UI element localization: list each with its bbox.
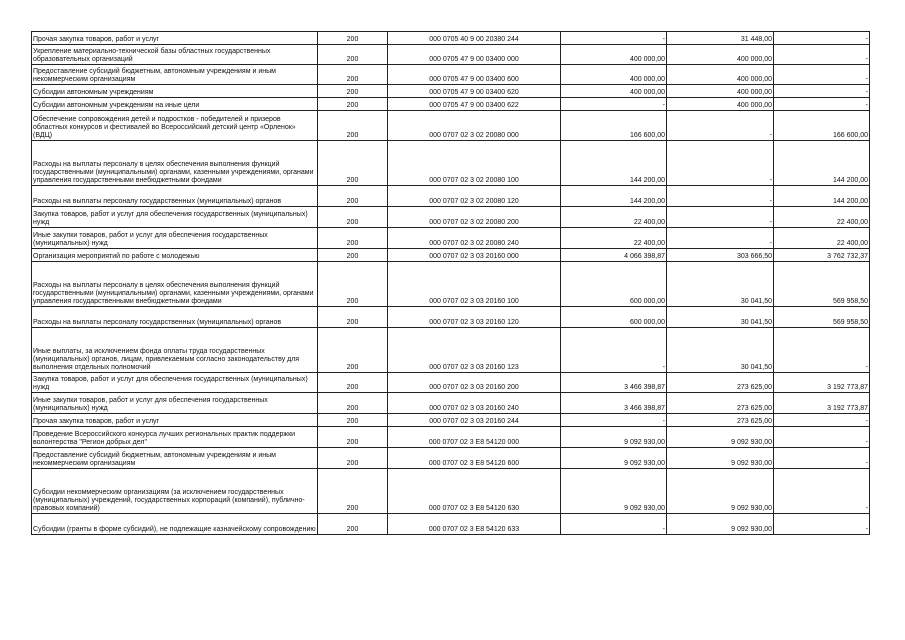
row-classification-code: 000 0707 02 3 02 20080 200 [388, 207, 561, 228]
row-code: 200 [318, 228, 388, 249]
row-code: 200 [318, 448, 388, 469]
row-executed-amount: 9 092 930,00 [667, 448, 774, 469]
row-executed-amount: 303 666,50 [667, 249, 774, 262]
row-code: 200 [318, 393, 388, 414]
row-approved-amount: - [561, 514, 667, 535]
table-row [32, 111, 870, 141]
row-unexecuted-amount: 3 762 732,37 [774, 249, 870, 262]
row-code: 200 [318, 307, 388, 328]
row-unexecuted-amount: 3 192 773,87 [774, 373, 870, 393]
row-classification-code: 000 0707 02 3 02 20080 120 [388, 186, 561, 207]
row-approved-amount: 9 092 930,00 [561, 427, 667, 448]
row-name: Субсидии некоммерческим организациям (за исключением государственных (муниципальных) учреждений, государственных корпораций (компаний), публично-правовых компаний) [32, 469, 318, 514]
row-name: Иные закупки товаров, работ и услуг для обеспечения государственных (муниципальных) нужд [32, 228, 318, 249]
row-name: Закупка товаров, работ и услуг для обеспечения государственных (муниципальных) нужд [32, 373, 318, 393]
row-approved-amount: 400 000,00 [561, 45, 667, 65]
row-approved-amount: 600 000,00 [561, 307, 667, 328]
row-executed-amount: 273 625,00 [667, 393, 774, 414]
row-classification-code: 000 0707 02 3 E8 54120 630 [388, 469, 561, 514]
row-code: 200 [318, 262, 388, 307]
table-row [32, 249, 870, 262]
row-classification-code: 000 0707 02 3 03 20160 240 [388, 393, 561, 414]
row-name: Иные закупки товаров, работ и услуг для обеспечения государственных (муниципальных) нужд [32, 393, 318, 414]
row-unexecuted-amount: 166 600,00 [774, 111, 870, 141]
table-row [32, 373, 870, 393]
row-executed-amount: 9 092 930,00 [667, 514, 774, 535]
row-approved-amount: 144 200,00 [561, 186, 667, 207]
row-name: Предоставление субсидий бюджетным, автономным учреждениям и иным некоммерческим организациям [32, 65, 318, 85]
row-name: Субсидии автономным учреждениям [32, 85, 318, 98]
row-name: Прочая закупка товаров, работ и услуг [32, 414, 318, 427]
row-executed-amount: 400 000,00 [667, 98, 774, 111]
row-unexecuted-amount: - [774, 427, 870, 448]
row-classification-code: 000 0707 02 3 E8 54120 600 [388, 448, 561, 469]
row-classification-code: 000 0705 40 9 00 20380 244 [388, 32, 561, 45]
table-row [32, 328, 870, 373]
row-unexecuted-amount: - [774, 85, 870, 98]
row-unexecuted-amount: - [774, 32, 870, 45]
row-executed-amount: - [667, 141, 774, 186]
table-row [32, 207, 870, 228]
row-code: 200 [318, 141, 388, 186]
row-name: Обеспечение сопровождения детей и подростков - победителей и призеров областных конкурсов и фестивалей во Всероссийский детский центр «Орленок» (ВДЦ) [32, 111, 318, 141]
row-approved-amount: 22 400,00 [561, 207, 667, 228]
row-name: Укрепление материально-технической базы областных государственных образовательных организаций [32, 45, 318, 65]
row-approved-amount: - [561, 328, 667, 373]
row-classification-code: 000 0707 02 3 03 20160 200 [388, 373, 561, 393]
row-unexecuted-amount: - [774, 414, 870, 427]
table-row [32, 448, 870, 469]
row-name: Субсидии автономным учреждениям на иные цели [32, 98, 318, 111]
row-approved-amount: 4 066 398,87 [561, 249, 667, 262]
table-row [32, 141, 870, 186]
row-executed-amount: 400 000,00 [667, 85, 774, 98]
row-unexecuted-amount: - [774, 45, 870, 65]
row-name: Проведение Всероссийского конкурса лучших региональных практик поддержки волонтерства "Регион добрых дел" [32, 427, 318, 448]
row-classification-code: 000 0707 02 3 E8 54120 633 [388, 514, 561, 535]
row-unexecuted-amount: 569 958,50 [774, 307, 870, 328]
table-row [32, 32, 870, 45]
row-code: 200 [318, 45, 388, 65]
row-code: 200 [318, 328, 388, 373]
row-name: Предоставление субсидий бюджетным, автономным учреждениям и иным некоммерческим организациям [32, 448, 318, 469]
table-row [32, 65, 870, 85]
row-executed-amount: 400 000,00 [667, 45, 774, 65]
row-classification-code: 000 0707 02 3 02 20080 240 [388, 228, 561, 249]
row-classification-code: 000 0705 47 9 00 03400 622 [388, 98, 561, 111]
row-name: Иные выплаты, за исключением фонда оплаты труда государственных (муниципальных) органов, лицам, привлекаемым согласно законодательству для выполнения отдельных полномочий [32, 328, 318, 373]
row-name: Прочая закупка товаров, работ и услуг [32, 32, 318, 45]
row-unexecuted-amount: 144 200,00 [774, 141, 870, 186]
row-approved-amount: 22 400,00 [561, 228, 667, 249]
row-executed-amount: - [667, 186, 774, 207]
row-classification-code: 000 0705 47 9 00 03400 000 [388, 45, 561, 65]
table-row [32, 98, 870, 111]
row-approved-amount: - [561, 98, 667, 111]
row-unexecuted-amount: 569 958,50 [774, 262, 870, 307]
row-classification-code: 000 0707 02 3 03 20160 244 [388, 414, 561, 427]
row-unexecuted-amount: 144 200,00 [774, 186, 870, 207]
row-approved-amount: 9 092 930,00 [561, 448, 667, 469]
row-name: Расходы на выплаты персоналу в целях обеспечения выполнения функций государственными (муниципальными) органами, казенными учреждениями, органами управления государственными внебюджетными фондами [32, 262, 318, 307]
table-row [32, 186, 870, 207]
table-row [32, 427, 870, 448]
table-row [32, 414, 870, 427]
row-approved-amount: 166 600,00 [561, 111, 667, 141]
row-code: 200 [318, 207, 388, 228]
table-row [32, 393, 870, 414]
row-name: Расходы на выплаты персоналу в целях обеспечения выполнения функций государственными (муниципальными) органами, казенными учреждениями, органами управления государственными внебюджетными фондами [32, 141, 318, 186]
row-executed-amount: 273 625,00 [667, 414, 774, 427]
row-approved-amount: - [561, 414, 667, 427]
row-executed-amount: 400 000,00 [667, 65, 774, 85]
table-row [32, 307, 870, 328]
row-code: 200 [318, 98, 388, 111]
row-code: 200 [318, 111, 388, 141]
row-code: 200 [318, 32, 388, 45]
row-code: 200 [318, 85, 388, 98]
row-unexecuted-amount: 22 400,00 [774, 207, 870, 228]
table-row [32, 514, 870, 535]
row-classification-code: 000 0705 47 9 00 03400 600 [388, 65, 561, 85]
row-executed-amount: 273 625,00 [667, 373, 774, 393]
row-executed-amount: 30 041,50 [667, 262, 774, 307]
budget-execution-table [31, 31, 870, 535]
row-executed-amount: 9 092 930,00 [667, 469, 774, 514]
row-code: 200 [318, 469, 388, 514]
row-executed-amount: 30 041,50 [667, 328, 774, 373]
table-row [32, 262, 870, 307]
row-unexecuted-amount: 3 192 773,87 [774, 393, 870, 414]
row-unexecuted-amount: - [774, 448, 870, 469]
row-unexecuted-amount: - [774, 65, 870, 85]
row-name: Субсидии (гранты в форме субсидий), не подлежащие казначейскому сопровождению [32, 514, 318, 535]
row-executed-amount: - [667, 228, 774, 249]
row-approved-amount: 144 200,00 [561, 141, 667, 186]
row-classification-code: 000 0707 02 3 03 20160 000 [388, 249, 561, 262]
row-name: Расходы на выплаты персоналу государственных (муниципальных) органов [32, 307, 318, 328]
row-classification-code: 000 0707 02 3 02 20080 000 [388, 111, 561, 141]
row-executed-amount: - [667, 207, 774, 228]
row-name: Закупка товаров, работ и услуг для обеспечения государственных (муниципальных) нужд [32, 207, 318, 228]
row-classification-code: 000 0705 47 9 00 03400 620 [388, 85, 561, 98]
row-classification-code: 000 0707 02 3 03 20160 123 [388, 328, 561, 373]
row-executed-amount: 9 092 930,00 [667, 427, 774, 448]
table-row [32, 469, 870, 514]
table-row [32, 45, 870, 65]
row-classification-code: 000 0707 02 3 E8 54120 000 [388, 427, 561, 448]
row-name: Расходы на выплаты персоналу государственных (муниципальных) органов [32, 186, 318, 207]
row-unexecuted-amount: - [774, 469, 870, 514]
row-unexecuted-amount: - [774, 328, 870, 373]
row-name: Организация мероприятий по работе с молодежью [32, 249, 318, 262]
row-approved-amount: 3 466 398,87 [561, 393, 667, 414]
row-approved-amount: - [561, 32, 667, 45]
row-unexecuted-amount: - [774, 514, 870, 535]
row-code: 200 [318, 373, 388, 393]
row-code: 200 [318, 514, 388, 535]
row-approved-amount: 3 466 398,87 [561, 373, 667, 393]
row-approved-amount: 600 000,00 [561, 262, 667, 307]
row-executed-amount: 31 448,00 [667, 32, 774, 45]
row-unexecuted-amount: - [774, 98, 870, 111]
row-code: 200 [318, 414, 388, 427]
row-code: 200 [318, 249, 388, 262]
row-approved-amount: 400 000,00 [561, 85, 667, 98]
row-approved-amount: 9 092 930,00 [561, 469, 667, 514]
row-unexecuted-amount: 22 400,00 [774, 228, 870, 249]
row-code: 200 [318, 65, 388, 85]
row-executed-amount: - [667, 111, 774, 141]
row-approved-amount: 400 000,00 [561, 65, 667, 85]
row-classification-code: 000 0707 02 3 03 20160 100 [388, 262, 561, 307]
row-code: 200 [318, 427, 388, 448]
row-classification-code: 000 0707 02 3 03 20160 120 [388, 307, 561, 328]
row-executed-amount: 30 041,50 [667, 307, 774, 328]
row-classification-code: 000 0707 02 3 02 20080 100 [388, 141, 561, 186]
table-row [32, 228, 870, 249]
table-row [32, 85, 870, 98]
row-code: 200 [318, 186, 388, 207]
